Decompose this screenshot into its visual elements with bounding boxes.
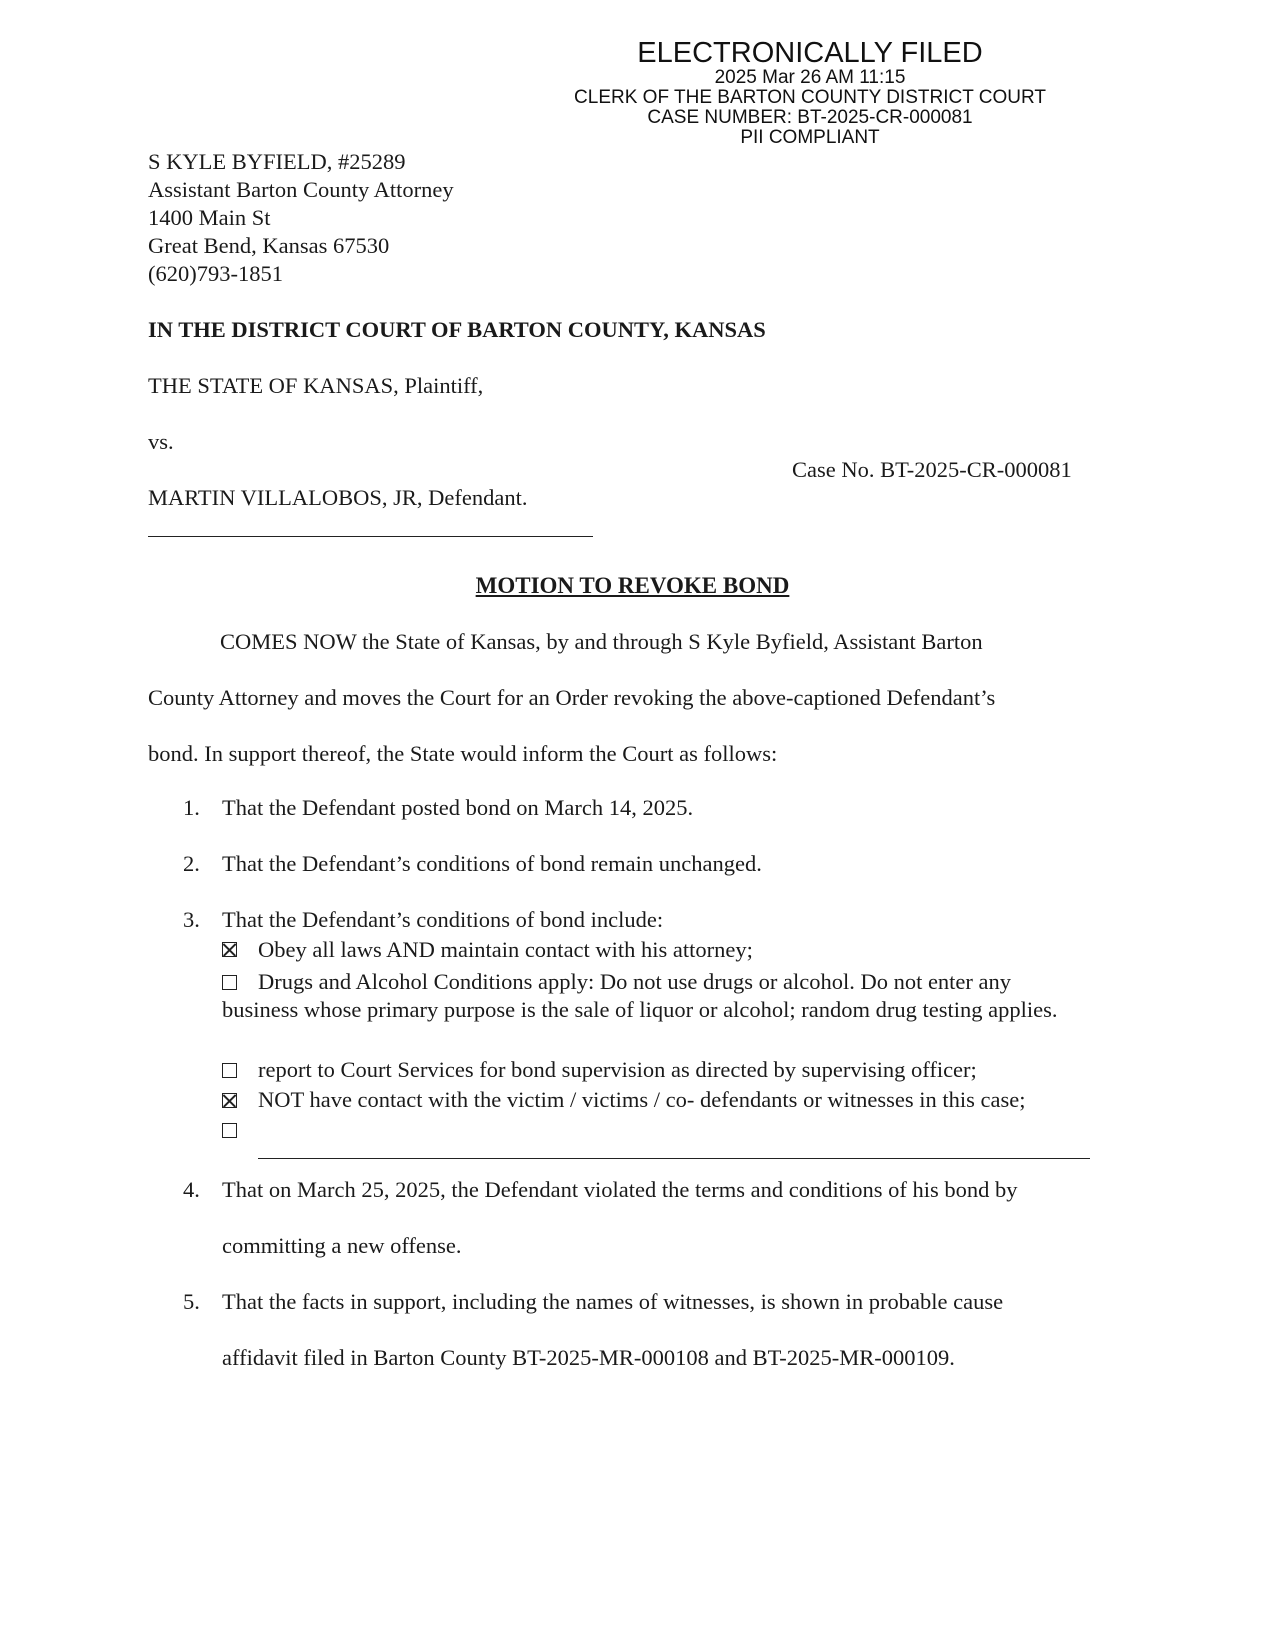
motion-title <box>0 573 1265 599</box>
item-number-2: 2. <box>183 851 200 876</box>
condition-obey-laws: Obey all laws AND maintain contact with his attorney; <box>258 937 753 962</box>
intro-line-3: bond. In support thereof, the State would inform the Court as follows: <box>148 741 778 766</box>
checkbox-court-services[interactable] <box>222 1063 237 1078</box>
item-text-1: That the Defendant posted bond on March 14, 2025. <box>222 795 694 820</box>
item-text-4-line1: That on March 25, 2025, the Defendant violated the terms and conditions of his bond by <box>222 1177 1018 1202</box>
defendant: MARTIN VILLALOBOS, JR, Defendant. <box>148 485 528 510</box>
plaintiff: THE STATE OF KANSAS, Plaintiff, <box>148 373 484 398</box>
caption-divider <box>148 536 593 537</box>
item-text-3: That the Defendant’s conditions of bond include: <box>222 907 664 932</box>
condition-drugs-alcohol-rest: business whose primary purpose is the sale of liquor or alcohol; random drug testing applies. <box>222 997 1058 1022</box>
condition-drugs-alcohol-line1: Drugs and Alcohol Conditions apply: Do not use drugs or alcohol. Do not enter any <box>258 969 1012 994</box>
stamp-pii: PII COMPLIANT <box>740 127 880 148</box>
attorney-title: Assistant Barton County Attorney <box>148 177 454 202</box>
case-number: Case No. BT-2025-CR-000081 <box>792 457 1072 482</box>
item-number-1: 1. <box>183 795 200 820</box>
item-number-3: 3. <box>183 907 200 932</box>
filing-stamp <box>520 38 1100 148</box>
item-number-4: 4. <box>183 1177 200 1202</box>
stamp-clerk: CLERK OF THE BARTON COUNTY DISTRICT COURT <box>574 87 1046 108</box>
attorney-name: S KYLE BYFIELD, #25289 <box>148 149 406 174</box>
attorney-street: 1400 Main St <box>148 205 271 230</box>
condition-no-contact: NOT have contact with the victim / victims / co- defendants or witnesses in this case; <box>258 1087 1026 1112</box>
attorney-city: Great Bend, Kansas 67530 <box>148 233 390 258</box>
intro-line-2: County Attorney and moves the Court for an Order revoking the above-captioned Defendant’s <box>148 685 996 710</box>
checkbox-obey-laws[interactable] <box>222 942 237 957</box>
item-text-4-line2: committing a new offense. <box>222 1233 462 1258</box>
other-condition-blank <box>258 1158 1090 1159</box>
motion-title-text: MOTION TO REVOKE BOND <box>475 573 790 598</box>
checkbox-drugs-alcohol[interactable] <box>222 975 237 990</box>
attorney-phone: (620)793-1851 <box>148 261 283 286</box>
condition-court-services: report to Court Services for bond supervision as directed by supervising officer; <box>258 1057 977 1082</box>
item-text-5-line2: affidavit filed in Barton County BT-2025-MR-000108 and BT-2025-MR-000109. <box>222 1345 955 1370</box>
intro-line-1: COMES NOW the State of Kansas, by and through S Kyle Byfield, Assistant Barton <box>220 629 983 654</box>
stamp-title: ELECTRONICALLY FILED <box>637 37 983 69</box>
court-heading: IN THE DISTRICT COURT OF BARTON COUNTY, KANSAS <box>148 317 766 342</box>
item-text-5-line1: That the facts in support, including the names of witnesses, is shown in probable cause <box>222 1289 1004 1314</box>
checkbox-no-contact[interactable] <box>222 1093 237 1108</box>
stamp-case-number: CASE NUMBER: BT-2025-CR-000081 <box>647 107 973 128</box>
checkbox-other[interactable] <box>222 1123 237 1138</box>
item-text-2: That the Defendant’s conditions of bond remain unchanged. <box>222 851 762 876</box>
versus: vs. <box>148 429 174 454</box>
item-number-5: 5. <box>183 1289 200 1314</box>
stamp-date: 2025 Mar 26 AM 11:15 <box>714 67 906 88</box>
